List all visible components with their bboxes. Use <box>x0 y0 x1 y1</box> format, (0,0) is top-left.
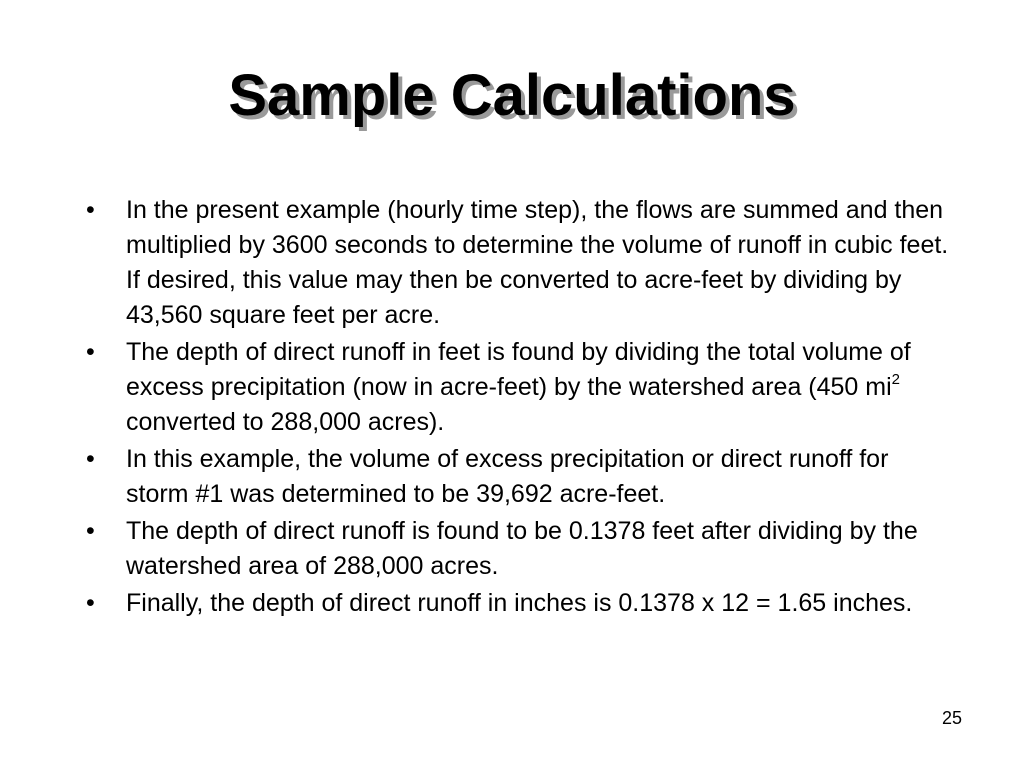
bullet-item <box>84 586 954 621</box>
bullet-text-after: converted to 288,000 acres). <box>126 408 445 436</box>
bullet-text: In the present example (hourly time step), the flows are summed and then multiplied by 3600 seconds to determine the volume of runoff in cubic feet. If desired, this value may then be converted to acre-feet by dividing by 43,560 square feet per acre. <box>126 196 949 329</box>
slide-title: Sample Calculations <box>228 63 796 128</box>
bullet-text <box>126 338 911 436</box>
bullet-marker: • <box>86 445 95 473</box>
bullet-item <box>84 442 954 512</box>
bullet-marker: • <box>86 517 95 545</box>
bullet-item <box>84 335 954 440</box>
bullet-marker: • <box>86 589 95 617</box>
bullet-marker: • <box>86 196 95 224</box>
bullet-text-before: The depth of direct runoff in feet is found by dividing the total volume of excess precipitation (now in acre-feet) by the watershed area (450 mi <box>126 338 911 401</box>
bullet-list <box>84 193 954 623</box>
superscript-exponent: 2 <box>891 370 900 388</box>
bullet-text: Finally, the depth of direct runoff in inches is 0.1378 x 12 = 1.65 inches. <box>126 589 913 617</box>
bullet-text: The depth of direct runoff is found to be 0.1378 feet after dividing by the watershed area of 288,000 acres. <box>126 517 918 580</box>
bullet-item <box>84 514 954 584</box>
bullet-item <box>84 193 954 333</box>
bullet-marker: • <box>86 338 95 366</box>
bullet-text: In this example, the volume of excess precipitation or direct runoff for storm #1 was determined to be 39,692 acre-feet. <box>126 445 889 508</box>
page-number: 25 <box>941 708 962 728</box>
